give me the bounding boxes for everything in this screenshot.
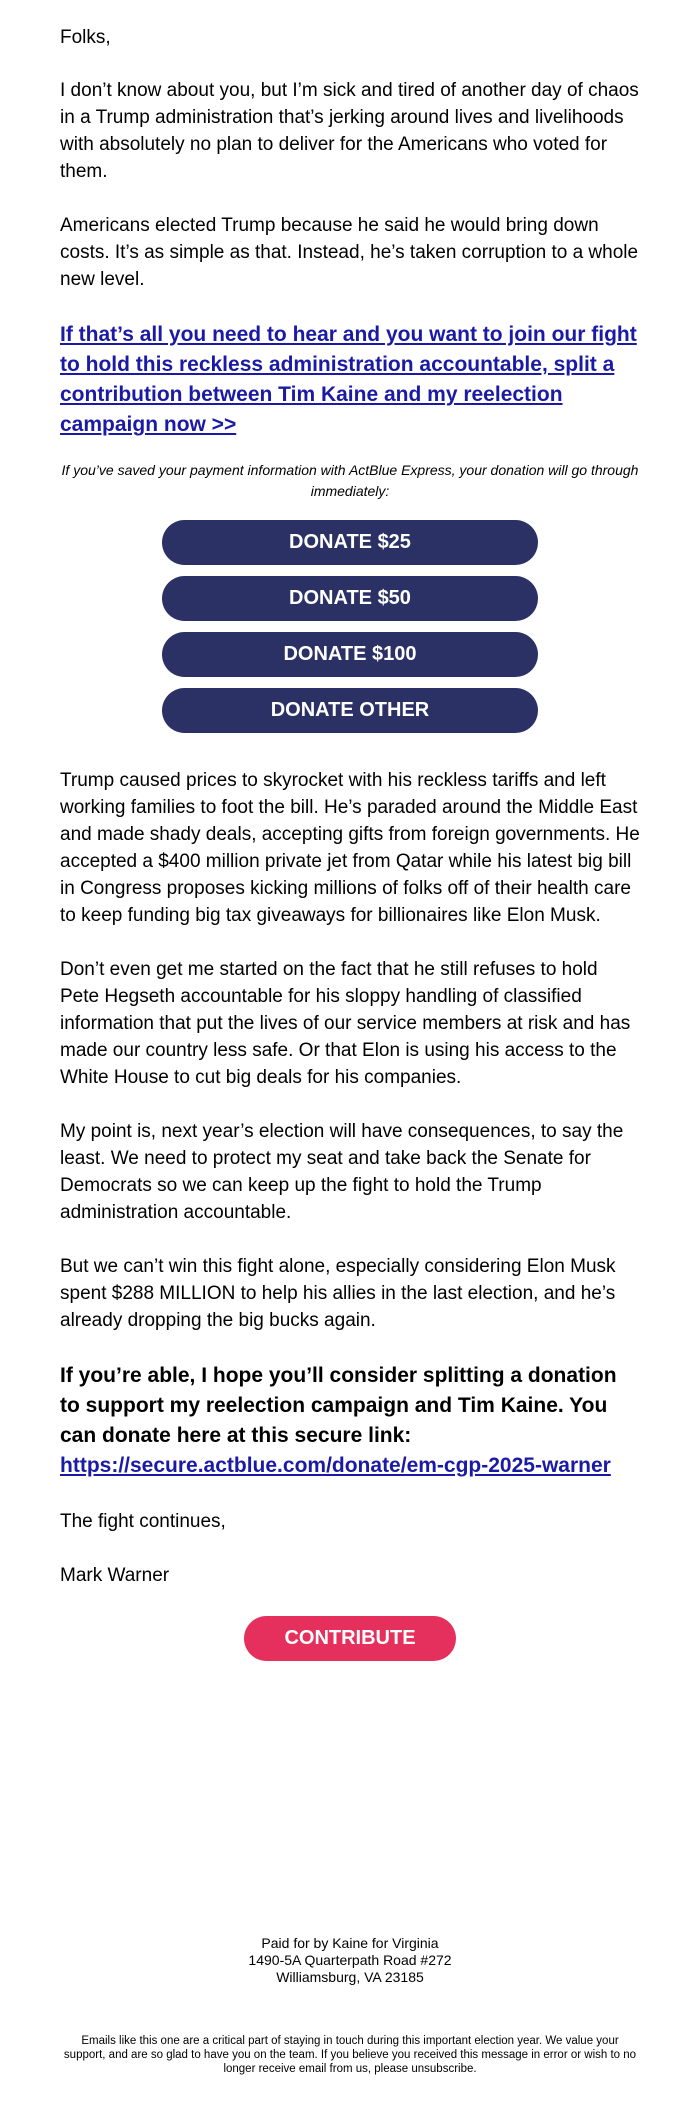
legal-disclaimer: Emails like this one are a critical part of staying in touch during this important election year. We value your support, and are so glad to have you on the team. If you believe you received this message in error or wish to no longer receive email from us, please unsubscribe. (63, 2035, 637, 2075)
intro-paragraph-1: I don’t know about you, but I’m sick and tired of another day of chaos in a Trump administration that’s jerking around lives and livelihoods with absolutely no plan to deliver for the Americans who voted for them. (60, 80, 639, 182)
closing: The fight continues, (60, 1511, 226, 1532)
donate-100-button[interactable]: DONATE $100 (162, 632, 538, 677)
intro-paragraph-2: Americans elected Trump because he said he would bring down costs. It’s as simple as that. Instead, he’s taken corruption to a whole new level. (60, 215, 639, 290)
signature: Mark Warner (60, 1565, 170, 1586)
donate-other-button[interactable]: DONATE OTHER (162, 688, 538, 733)
split-contribution-link[interactable]: If that’s all you need to hear and you want to join our fight to hold this reckless administration accountable, split a contribution between Tim Kaine and my reelection campaign now >> (60, 323, 637, 436)
cta-text: If you’re able, I hope you’ll consider splitting a donation to support my reelection campaign and Tim Kaine. You can donate here at this secure link: (60, 1364, 617, 1447)
paid-for-line: Paid for by Kaine for Virginia (261, 1935, 439, 1951)
greeting: Folks, (60, 27, 111, 48)
contribute-button[interactable]: CONTRIBUTE (244, 1616, 456, 1661)
donate-50-button[interactable]: DONATE $50 (162, 576, 538, 621)
body-paragraph-3: My point is, next year’s election will have consequences, to say the least. We need to protect my seat and take back the Senate for Democrats so we can keep up the fight to hold the Trump administration accountable. (60, 1121, 624, 1223)
body-paragraph-1: Trump caused prices to skyrocket with his reckless tariffs and left working families to foot the bill. He’s paraded around the Middle East and made shady deals, accepting gifts from foreign governments. He accepted a $400 million private jet from Qatar while his latest big bill in Congress proposes kicking millions of folks off of their health care to keep funding big tax giveaways for billionaires like Elon Musk. (60, 770, 640, 926)
paid-for-footer (60, 1935, 640, 1986)
donate-25-button[interactable]: DONATE $25 (162, 520, 538, 565)
contribute-wrap (60, 1616, 640, 1661)
body-paragraph-4: But we can’t win this fight alone, especially considering Elon Musk spent $288 MILLION to help his allies in the last election, and he’s already dropping the big bucks again. (60, 1256, 616, 1331)
address-line-1: 1490-5A Quarterpath Road #272 (248, 1952, 452, 1968)
donate-button-group (162, 520, 538, 733)
email-body (60, 0, 640, 2075)
body-paragraph-2: Don’t even get me started on the fact that he still refuses to hold Pete Hegseth accountable for his sloppy handling of classified information that put the lives of our service members at risk and has made our country less safe. Or that Elon is using his access to the White House to cut big deals for his companies. (60, 959, 631, 1088)
cta-paragraph (60, 1361, 640, 1481)
address-line-2: Williamsburg, VA 23185 (276, 1969, 424, 1985)
actblue-express-note: If you’ve saved your payment information with ActBlue Express, your donation will go through immediately: (61, 462, 639, 499)
actblue-secure-link[interactable]: https://secure.actblue.com/donate/em-cgp-2025-warner (60, 1454, 611, 1477)
